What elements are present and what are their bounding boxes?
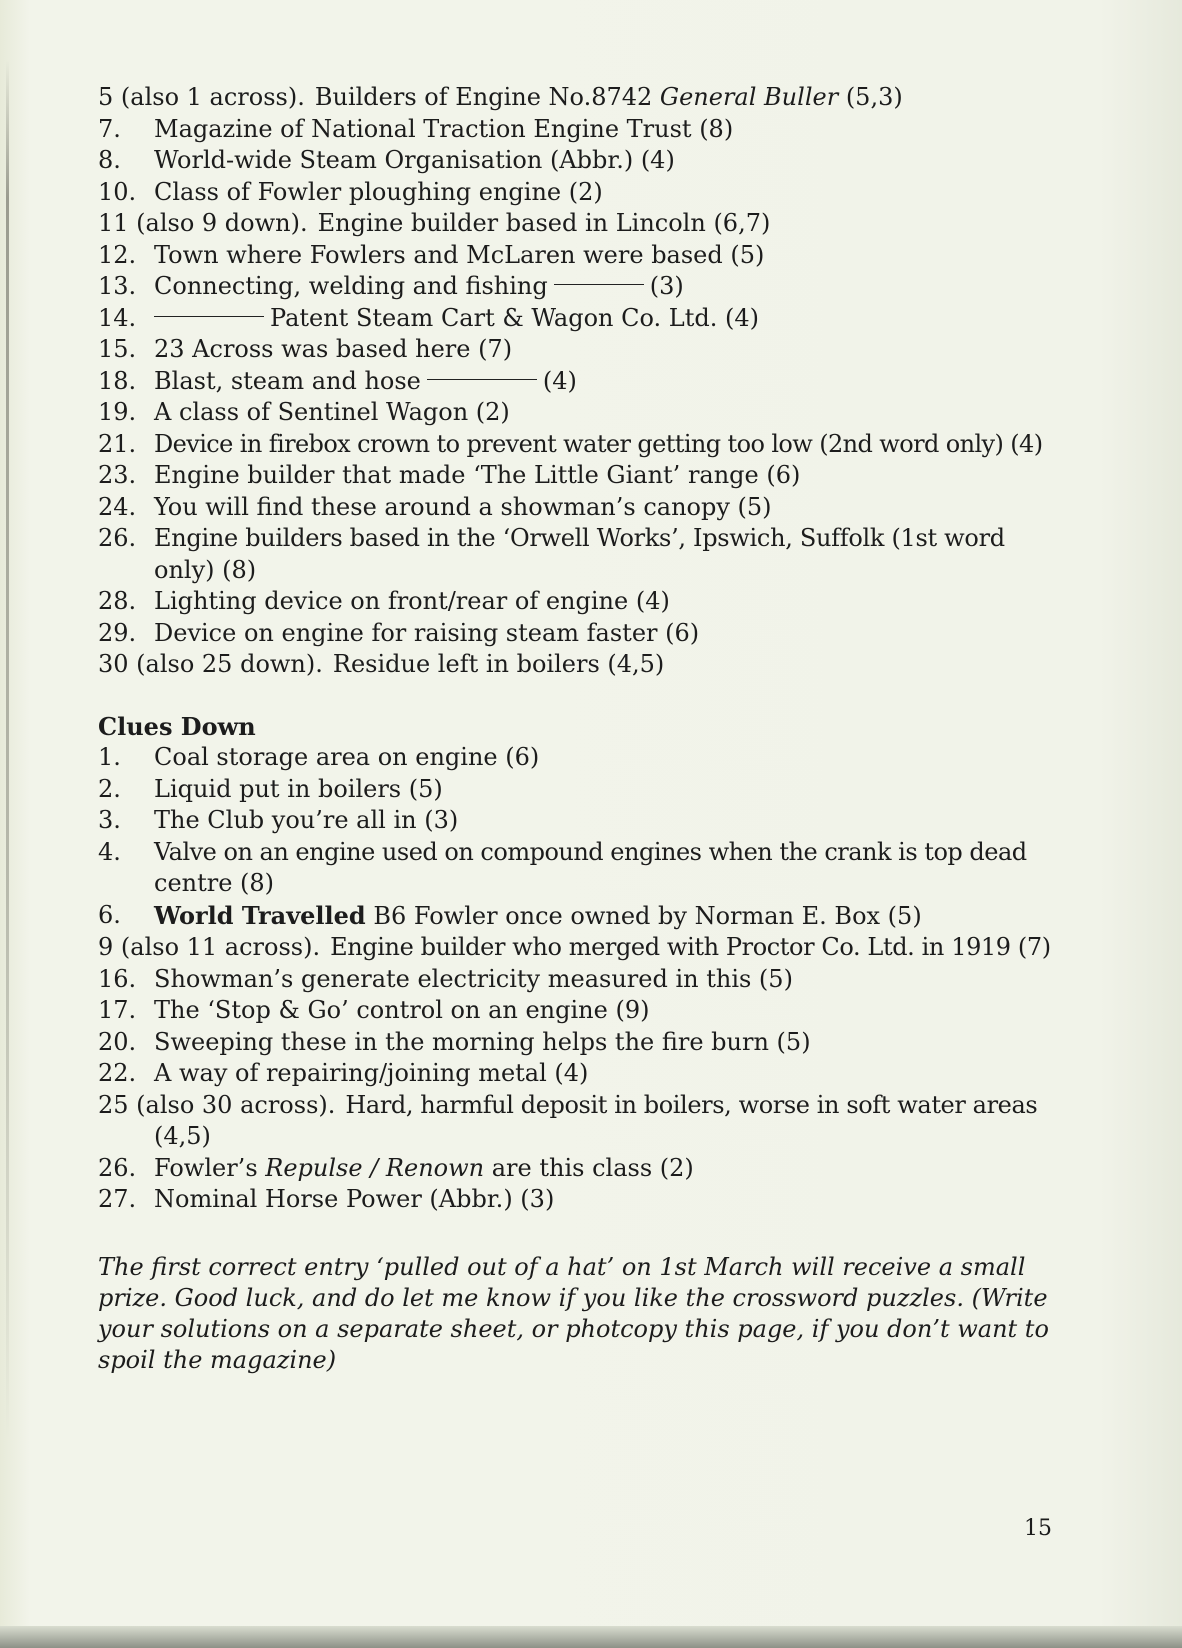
- clue-across-28: [98, 586, 1078, 618]
- clue-answer-length: (4): [542, 366, 577, 395]
- clue-text: Blast, steam and hose: [154, 366, 421, 395]
- clue-text: Hard, harmful deposit in boilers, worse in soft water areas: [345, 1090, 1038, 1119]
- clue-number: 7.: [98, 114, 121, 143]
- clue-down-16: [98, 964, 1078, 996]
- clue-down-17: [98, 995, 1078, 1027]
- clue-number: 17.: [98, 996, 137, 1024]
- clue-text: Engine builder that made ‘The Little Giant’ range (6): [154, 461, 801, 489]
- clue-text-after: are this class (2): [491, 1153, 694, 1182]
- clue-text: A way of repairing/joining metal (4): [154, 1059, 589, 1087]
- clue-number: 25 (also 30 across).: [98, 1090, 336, 1119]
- clue-across-7: [98, 114, 1078, 146]
- clue-text: Residue left in boilers (4,5): [332, 650, 665, 678]
- blank-line: [154, 316, 264, 317]
- clue-down-1: [98, 742, 1078, 774]
- clue-down-26: [98, 1153, 1078, 1185]
- clue-number: 30 (also 25 down).: [98, 650, 323, 678]
- engine-names: Repulse / Renown: [265, 1153, 485, 1182]
- clue-text: Engine builders based in the ‘Orwell Works’, Ipswich, Suffolk (1st word: [154, 524, 1005, 552]
- clue-text: Magazine of National Traction Engine Trust (8): [154, 114, 734, 143]
- clue-text: You will find these around a showman’s canopy (5): [154, 492, 772, 521]
- clue-continuation: (4,5): [154, 1122, 211, 1150]
- clue-text: Class of Fowler ploughing engine (2): [154, 177, 603, 206]
- clue-continuation: only) (8): [154, 555, 257, 584]
- clue-down-4: [98, 837, 1078, 869]
- clue-number: 22.: [98, 1059, 137, 1087]
- clue-text: Device in firebox crown to prevent water getting too low (2nd word only) (4): [154, 429, 1043, 458]
- clue-across-10: [98, 177, 1078, 209]
- clue-number: 19.: [98, 398, 137, 426]
- clue-down-22: [98, 1058, 1078, 1090]
- clue-down-2: [98, 774, 1078, 806]
- clue-answer-length: (3): [649, 272, 684, 300]
- clue-number: 5 (also 1 across).: [98, 83, 305, 111]
- clue-number: 12.: [98, 240, 137, 269]
- clue-text: B6 Fowler once owned by Norman E. Box (5): [373, 901, 922, 930]
- clue-number: 9 (also 11 across).: [98, 933, 321, 961]
- clue-across-23: [98, 460, 1078, 492]
- engine-name: World Travelled: [154, 900, 366, 930]
- clue-text: Liquid put in boilers (5): [154, 774, 443, 803]
- clue-text: Engine builder based in Lincoln (6,7): [317, 209, 771, 237]
- clue-across-29: [98, 618, 1078, 650]
- clue-text: Coal storage area on engine (6): [154, 743, 540, 771]
- clue-across-21: [98, 429, 1078, 461]
- clue-number: 28.: [98, 587, 137, 615]
- clue-number: 11 (also 9 down).: [98, 209, 308, 237]
- clue-number: 18.: [98, 366, 137, 395]
- clue-across-15: [98, 334, 1078, 366]
- clue-text: Device on engine for raising steam faster (6): [154, 618, 700, 647]
- clue-text: World-wide Steam Organisation (Abbr.) (4): [154, 146, 675, 174]
- clue-number: 6.: [98, 900, 121, 929]
- clue-text: 23 Across was based here (7): [154, 335, 513, 363]
- clue-down-3: [98, 805, 1078, 837]
- clue-text: A class of Sentinel Wagon (2): [154, 398, 510, 426]
- clue-number: 4.: [98, 837, 121, 866]
- clue-down-20: [98, 1027, 1078, 1059]
- clue-text: Connecting, welding and fishing: [154, 272, 548, 300]
- clue-number: 2.: [98, 774, 121, 803]
- clues-content: [98, 82, 1078, 1376]
- clue-down-6: [98, 900, 1078, 933]
- clue-number: 29.: [98, 618, 137, 647]
- page-number: 15: [1024, 1516, 1052, 1541]
- clue-number: 13.: [98, 272, 137, 300]
- clue-number: 1.: [98, 743, 121, 771]
- clue-number: 26.: [98, 524, 137, 552]
- clue-number: 14.: [98, 303, 137, 332]
- clue-number: 26.: [98, 1153, 137, 1182]
- clue-text: Showman’s generate electricity measured in this (5): [154, 964, 793, 993]
- clue-down-27: [98, 1184, 1078, 1216]
- clue-text: Fowler’s: [154, 1153, 258, 1182]
- clue-across-19: [98, 397, 1078, 429]
- clue-down-25: [98, 1090, 1078, 1122]
- page-bottom-edge: [0, 1626, 1182, 1648]
- clue-text: The ‘Stop & Go’ control on an engine (9): [154, 996, 650, 1024]
- clue-across-8: [98, 145, 1078, 177]
- clue-number: 15.: [98, 335, 137, 363]
- clue-across-30: [98, 649, 1078, 681]
- clue-number: 27.: [98, 1185, 137, 1213]
- clue-number: 24.: [98, 492, 137, 521]
- clue-across-5: [98, 82, 1078, 114]
- clue-text: The Club you’re all in (3): [154, 806, 459, 834]
- blank-line: [554, 284, 644, 285]
- clue-number: 21.: [98, 429, 137, 458]
- clue-number: 3.: [98, 806, 121, 834]
- clue-number: 8.: [98, 146, 121, 174]
- clue-down-9: [98, 932, 1078, 964]
- closing-note: The first correct entry ‘pulled out of a hat’ on 1st March will receive a small prize. Good luck, and do let me know if you like the crossword puzzles. (Write your solutions on a separate sheet, or photcopy this page, if you don’t want to spoil the magazine): [98, 1252, 1049, 1374]
- clue-answer-length: (5,3): [845, 83, 903, 111]
- clue-text: Lighting device on front/rear of engine (4): [154, 587, 670, 615]
- clue-text: Town where Fowlers and McLaren were based (5): [154, 240, 765, 269]
- clue-text: Valve on an engine used on compound engines when the crank is top dead: [154, 837, 1027, 866]
- clue-number: 23.: [98, 461, 137, 489]
- clue-text: Patent Steam Cart & Wagon Co. Ltd. (4): [270, 303, 759, 332]
- clue-number: 10.: [98, 177, 137, 206]
- section-title-down: Clues Down: [98, 711, 256, 741]
- clue-across-18: [98, 366, 1078, 398]
- engine-name: General Buller: [659, 83, 839, 111]
- clue-across-14: [98, 303, 1078, 335]
- clue-text: Sweeping these in the morning helps the fire burn (5): [154, 1027, 811, 1056]
- clue-across-13: [98, 271, 1078, 303]
- clue-across-12: [98, 240, 1078, 272]
- clue-across-24: [98, 492, 1078, 524]
- clue-text: Engine builder who merged with Proctor Co. Ltd. in 1919 (7): [330, 933, 1051, 961]
- clue-text: Nominal Horse Power (Abbr.) (3): [154, 1185, 555, 1213]
- blank-line: [427, 379, 537, 380]
- binding-shadow: [6, 60, 9, 1440]
- clue-across-26: [98, 523, 1078, 555]
- clue-number: 16.: [98, 964, 137, 993]
- clue-number: 20.: [98, 1027, 137, 1056]
- clue-continuation: centre (8): [154, 869, 275, 897]
- clue-text: Builders of Engine No.8742: [314, 83, 653, 111]
- clue-across-11: [98, 208, 1078, 240]
